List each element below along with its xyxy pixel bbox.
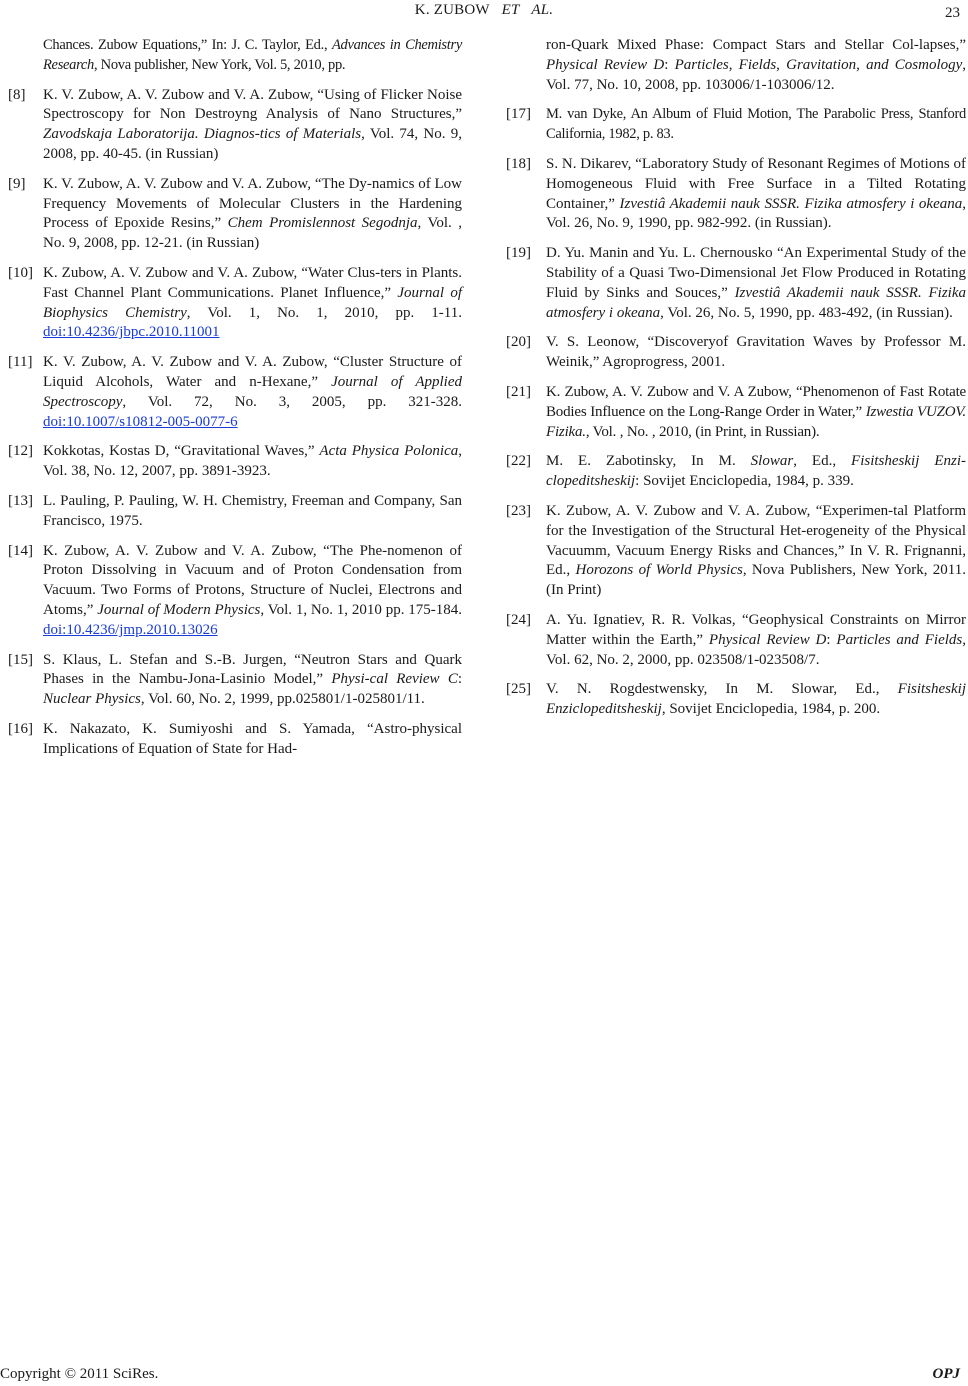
reference-number: [13] [8, 492, 33, 509]
left-column [8, 36, 462, 770]
reference-19: [19] D. Yu. Manin and Yu. L. Chernousko “An Experimental Study of the Stability of a Quasi Two-Dimensional Jet Flow Produced in Rotating Fluid by Sinks and Souces,” Izvestiâ Akademii nauk SSSR. Fizika atmosfery i okeana, Vol. 26, No. 5, 1990, pp. 483-492, (in Russian). [506, 244, 966, 323]
reference-17: [17] M. van Dyke, An Album of Fluid Motion, The Parabolic Press, Stanford California, 1982, p. 83. [506, 105, 966, 145]
running-head-al: AL. [531, 2, 554, 18]
reference-22: [22] M. E. Zabotinsky, In M. Slowar, Ed., Fisitsheskij Enzi-clopeditsheskij: Sovijet Enciclopedia, 1984, p. 339. [506, 452, 966, 492]
reference-number: [20] [506, 334, 531, 351]
doi-link[interactable]: doi:10.4236/jbpc.2010.11001 [43, 324, 220, 341]
reference-number: [8] [8, 86, 26, 103]
reference-number: [19] [506, 245, 531, 262]
reference-15: [15] S. Klaus, L. Stefan and S.-B. Jurgen, “Neutron Stars and Quark Phases in the Nambu-Jona-Lasinio Model,” Physi-cal Review C: Nuclear Physics, Vol. 60, No. 2, 1999, pp.025801/1-025801/11. [8, 651, 462, 710]
reference-number: [22] [506, 453, 531, 470]
reference-9: [9] K. V. Zubow, A. V. Zubow and V. A. Zubow, “The Dy-namics of Low Frequency Movements of Molecular Clusters in the Hardening Process of Epoxide Resins,” Chem Promislennost Segodnja, Vol. , No. 9, 2008, pp. 12-21. (in Russian) [8, 175, 462, 254]
right-column [506, 36, 966, 730]
running-head-author: K. ZUBOW [414, 2, 490, 18]
reference-number: [11] [8, 354, 33, 371]
running-head-et: ET [501, 2, 520, 18]
reference-number: [12] [8, 443, 33, 460]
reference-20: [20] V. S. Leonow, “Discoveryof Gravitation Waves by Professor M. Weinik,” Agroprogress, 2001. [506, 333, 966, 373]
reference-24: [24] A. Yu. Ignatiev, R. R. Volkas, “Geophysical Constraints on Mirror Matter within the Earth,” Physical Review D: Particles and Fields, Vol. 62, No. 2, 2000, pp. 023508/1-023508/7. [506, 611, 966, 670]
reference-18: [18] S. N. Dikarev, “Laboratory Study of Resonant Regimes of Motions of Homogeneous Fluid with Free Surface in a Tilted Rotating Container,” Izvestiâ Akademii nauk SSSR. Fizika atmosfery i okeana, Vol. 26, No. 9, 1990, pp. 982-992. (in Russian). [506, 155, 966, 234]
reference-16: [16] K. Nakazato, K. Sumiyoshi and S. Yamada, “Astro-physical Implications of Equation of State for Had- [8, 720, 462, 760]
reference-11: [11] K. V. Zubow, A. V. Zubow and V. A. Zubow, “Cluster Structure of Liquid Alcohols, Water and n-Hexane,” Journal of Applied Spectroscopy, Vol. 72, No. 3, 2005, pp. 321-328. doi:10.1007/s10812-005-0077-6 [8, 353, 462, 432]
reference-number: [16] [8, 720, 33, 737]
reference-number: [10] [8, 264, 33, 281]
reference-25: [25] V. N. Rogdestwensky, In M. Slowar, Ed., Fisitsheskij Enziclopeditsheskij, Sovijet Enciclopedia, 1984, p. 200. [506, 680, 966, 720]
reference-number: [17] [506, 106, 531, 123]
reference-number: [25] [506, 681, 531, 698]
reference-number: [15] [8, 651, 33, 668]
reference-10: [10] K. Zubow, A. V. Zubow and V. A. Zubow, “Water Clus-ters in Plants. Fast Channel Plant Communications. Planet Influence,” Journal of Biophysics Chemistry, Vol. 1, No. 1, 2010, pp. 1-11. doi:10.4236/jbpc.2010.11001 [8, 264, 462, 343]
footer-journal: OPJ [932, 1366, 960, 1382]
reference-continuation-left: Chances. Zubow Equations,” In: J. C. Taylor, Ed., Advances in Chemistry Research, Nova publisher, New York, Vol. 5, 2010, pp. [43, 37, 462, 73]
running-head [0, 2, 968, 19]
reference-8: [8] K. V. Zubow, A. V. Zubow and V. A. Zubow, “Using of Flicker Noise Spectroscopy for Non Destroyng Analysis of Nano Structures,” Zavodskaja Laboratorija. Diagnos-tics of Materials, Vol. 74, No. 9, 2008, pp. 40-45. (in Russian) [8, 86, 462, 165]
reference-number: [18] [506, 155, 531, 172]
reference-number: [9] [8, 175, 26, 192]
reference-number: [23] [506, 502, 531, 519]
reference-13: [13] L. Pauling, P. Pauling, W. H. Chemistry, Freeman and Company, San Francisco, 1975. [8, 492, 462, 532]
reference-number: [24] [506, 611, 531, 628]
footer-copyright: Copyright © 2011 SciRes. [0, 1366, 159, 1382]
reference-12: [12] Kokkotas, Kostas D, “Gravitational Waves,” Acta Physica Polonica, Vol. 38, No. 12, 2007, pp. 3891-3923. [8, 442, 462, 482]
page-number: 23 [945, 5, 960, 21]
reference-14: [14] K. Zubow, A. V. Zubow and V. A. Zubow, “The Phe-nomenon of Proton Dissolving in Vacuum and of Proton Condensation from Vacuum. Two Forms of Protons, Structure of Nuclei, Electrons and Atoms,” Journal of Modern Physics, Vol. 1, No. 1, 2010 pp. 175-184. doi:10.4236/jmp.2010.13026 [8, 542, 462, 641]
reference-number: [14] [8, 542, 33, 559]
reference-23: [23] K. Zubow, A. V. Zubow and V. A. Zubow, “Experimen-tal Platform for the Investigation of the Structural Het-erogeneity of the Physical Vacuumm, Vacuum Energy Risks and Chances,” In V. R. Frignanni, Ed., Horozons of World Physics, Nova Publishers, New York, 2011. (In Print) [506, 502, 966, 601]
doi-link[interactable]: doi:10.1007/s10812-005-0077-6 [43, 413, 238, 430]
reference-continuation-right: ron-Quark Mixed Phase: Compact Stars and Stellar Col-lapses,” Physical Review D: Particles, Fields, Gravitation, and Cosmology, Vol. 77, No. 10, 2008, pp. 103006/1-103006/12. [546, 37, 967, 93]
reference-21: [21] K. Zubow, A. V. Zubow and V. A Zubow, “Phenomenon of Fast Rotate Bodies Influence on the Long-Range Order in Water,” Izwestia VUZOV. Fizika., Vol. , No. , 2010, (in Print, in Russian). [506, 383, 966, 442]
doi-link[interactable]: doi:10.4236/jmp.2010.13026 [43, 621, 218, 638]
reference-number: [21] [506, 383, 531, 400]
